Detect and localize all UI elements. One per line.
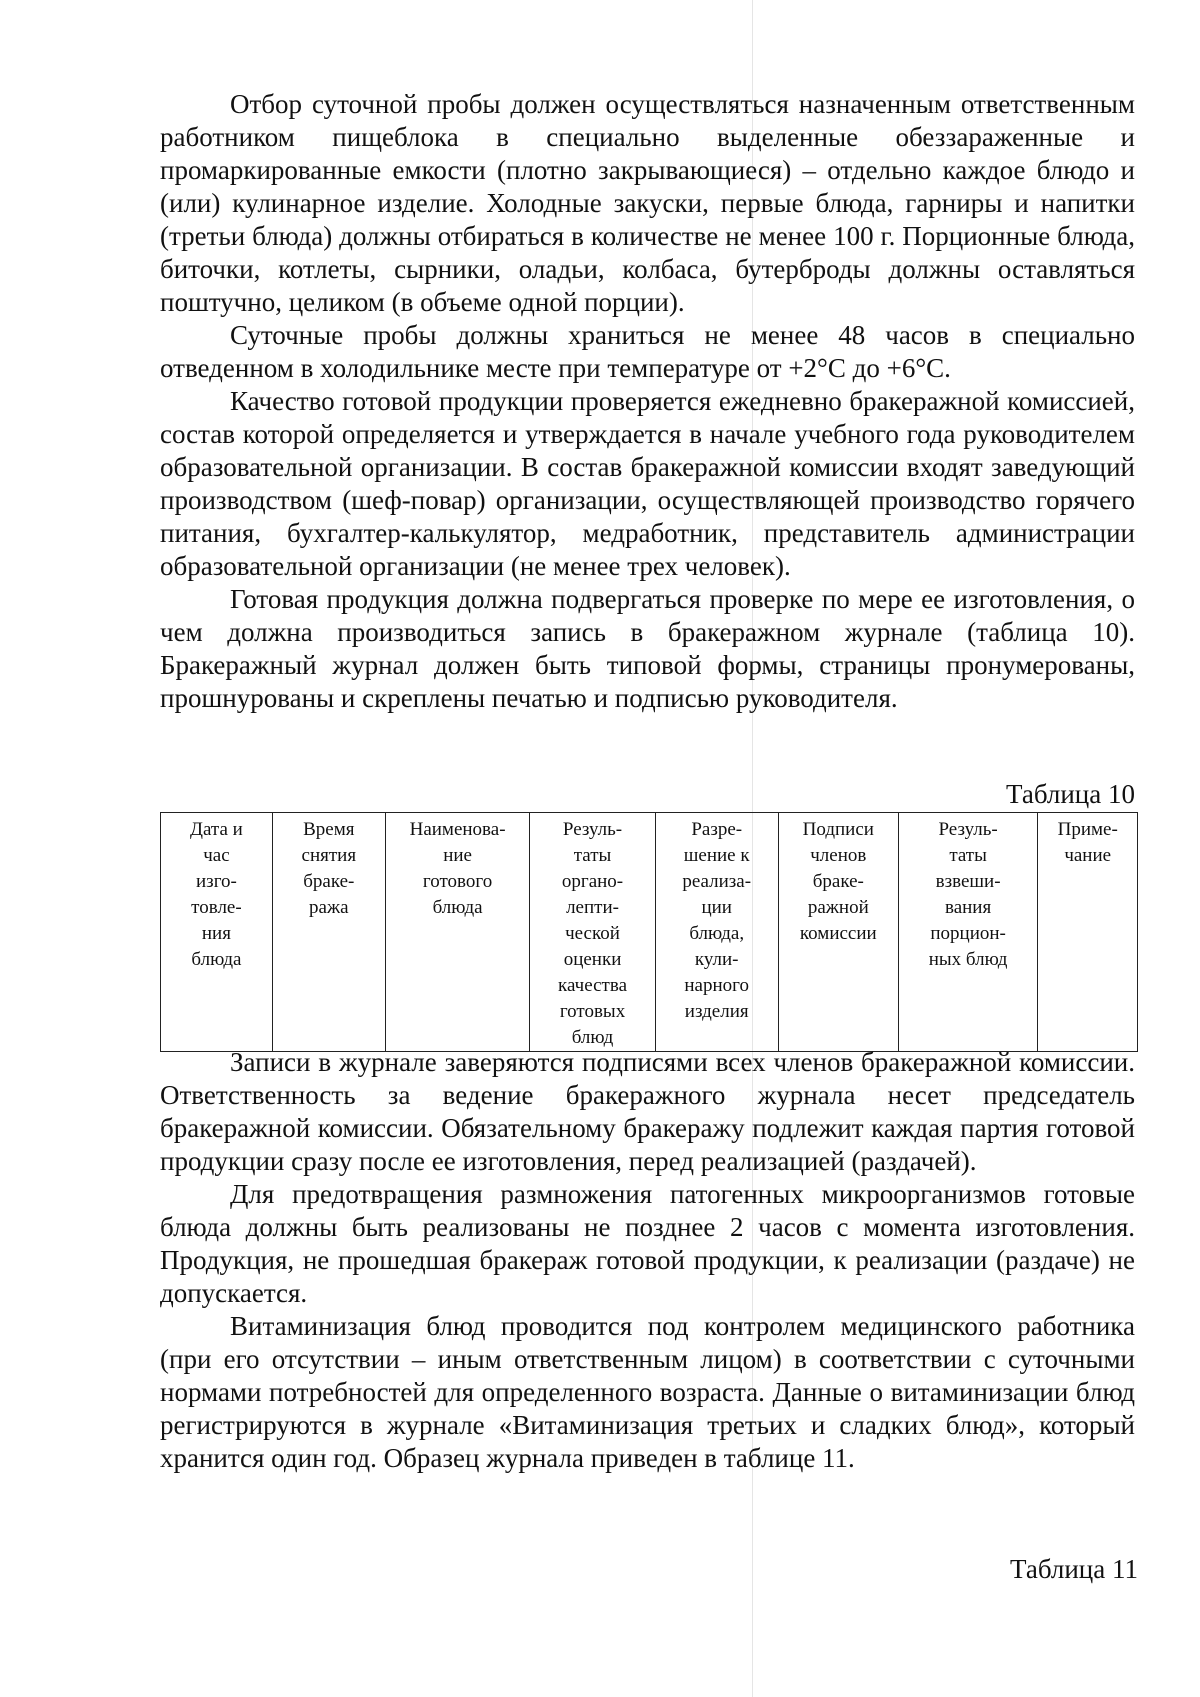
text-block-top	[160, 88, 1135, 715]
header-cell-date: Дата и час изго- товле- ния блюда	[161, 813, 273, 1052]
paragraph-sample-storage: Суточные пробы должны храниться не менее 48 часов в специально отведенном в холодильнике месте при температуре от +2°С до +6°С.	[160, 320, 1135, 383]
paragraph-quality-commission: Качество готовой продукции проверяется ежедневно бракеражной комиссией, состав которой определяется и утверждается в начале учебного года руководителем образовательной организации. В состав бракеражной комиссии входят заведующий производством (шеф-повар) организации, осуществляющей производство горячего питания, бухгалтер-калькулятор, медработник, представитель администрации образовательной организации (не менее трех человек).	[160, 386, 1135, 581]
header-cell-organoleptic: Резуль- таты органо- лепти- ческой оценки качества готовых блюд	[530, 813, 655, 1052]
table-10-caption: Таблица 10	[1006, 779, 1135, 809]
table-header-row	[161, 813, 1138, 1052]
header-cell-weighing: Резуль- таты взвеши- вания порцион- ных блюд	[898, 813, 1038, 1052]
header-cell-permission: Разре- шение к реализа- ции блюда, кули- нарного изделия	[655, 813, 778, 1052]
table-11-caption: Таблица 11	[1010, 1554, 1138, 1584]
header-cell-dish-name: Наименова- ние готового блюда	[385, 813, 530, 1052]
header-cell-time: Время снятия браке- ража	[272, 813, 385, 1052]
paragraph-daily-sample: Отбор суточной пробы должен осуществляться назначенным ответственным работником пищеблока в специально выделенные обеззараженные и промаркированные емкости (плотно закрывающиеся) – отдельно каждое блюдо и (или) кулинарное изделие. Холодные закуски, первые блюда, гарниры и напитки (третьи блюда) должны отбираться в количестве не менее 100 г. Порционные блюда, биточки, котлеты, сырники, оладьи, колбаса, бутерброды должны оставляться поштучно, целиком (в объеме одной порции).	[160, 89, 1135, 317]
text-block-bottom	[160, 1046, 1135, 1475]
header-cell-signatures: Подписи членов браке- ражной комиссии	[778, 813, 898, 1052]
paragraph-journal-signatures: Записи в журнале заверяются подписями всех членов бракеражной комиссии. Ответственность за ведение бракеражного журнала несет председатель бракеражной комиссии. Обязательному бракеражу подлежит каждая партия готовой продукции сразу после ее изготовления, перед реализацией (раздачей).	[160, 1047, 1135, 1176]
paragraph-journal-record: Готовая продукция должна подвергаться проверке по мере ее изготовления, о чем должна производиться запись в бракеражном журнале (таблица 10). Бракеражный журнал должен быть типовой формы, страницы пронумерованы, прошнурованы и скреплены печатью и подписью руководителя.	[160, 584, 1135, 713]
header-cell-note: Приме- чание	[1038, 813, 1138, 1052]
paragraph-vitaminization: Витаминизация блюд проводится под контролем медицинского работника (при его отсутствии – иным ответственным лицом) в соответствии с суточными нормами потребностей для определенного возраста. Данные о витаминизации блюд регистрируются в журнале «Витаминизация третьих и сладких блюд», который хранится один год. Образец журнала приведен в таблице 11.	[160, 1311, 1135, 1473]
table-10	[160, 812, 1138, 1052]
paragraph-pathogen-prevention: Для предотвращения размножения патогенных микроорганизмов готовые блюда должны быть реализованы не позднее 2 часов с момента изготовления. Продукция, не прошедшая бракераж готовой продукции, к реализации (раздаче) не допускается.	[160, 1179, 1135, 1308]
